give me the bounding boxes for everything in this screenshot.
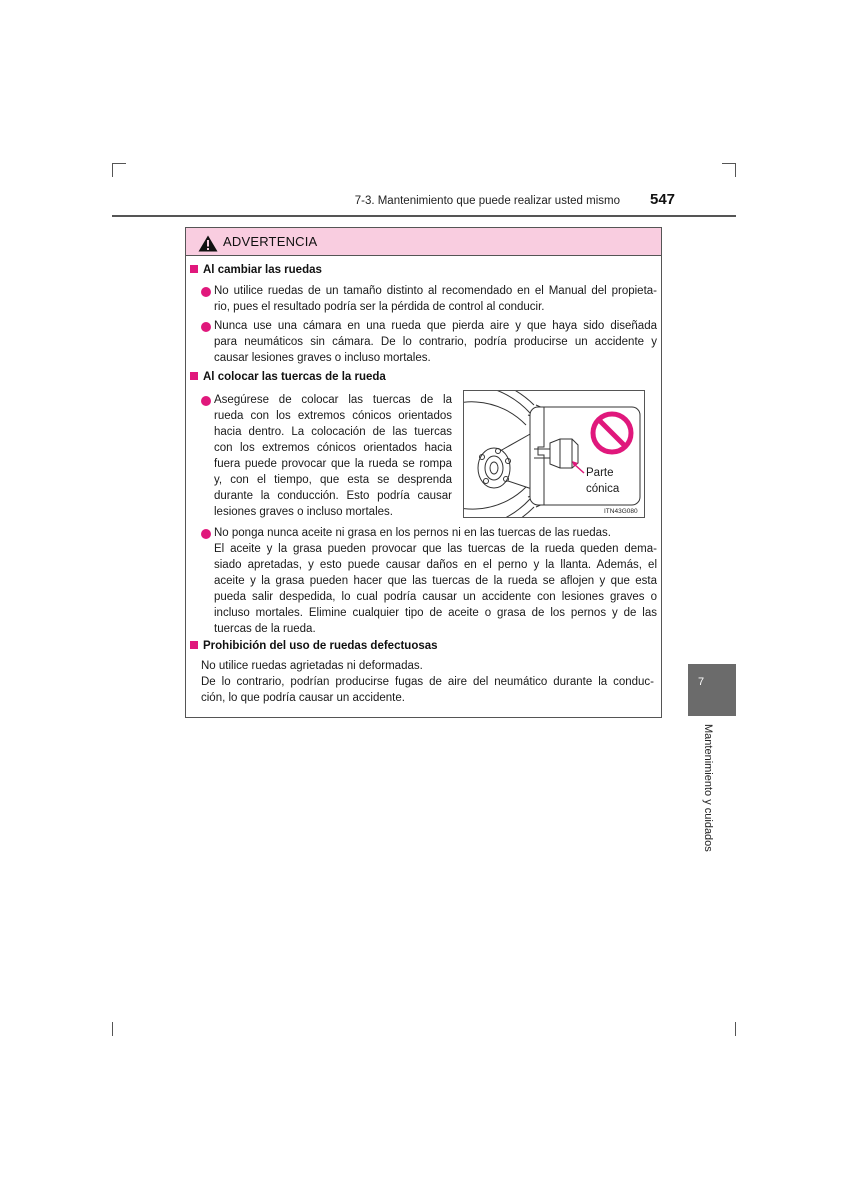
section-heading-text: Al colocar las tuercas de la rueda — [203, 371, 386, 383]
crop-mark-top-left-h — [112, 163, 126, 164]
section-heading-text: Prohibición del uso de ruedas defectuosas — [203, 640, 438, 652]
text-line: rueda con los extremos cónicos orientados — [214, 410, 452, 422]
bullet-paragraph — [214, 318, 657, 366]
bullet-icon — [201, 529, 211, 539]
wheel-nut-drawing — [464, 391, 645, 518]
text-line: tuercas de la rueda. — [214, 623, 316, 635]
text-line: pueda salir despedida, lo cual podría causar un accidente con lesiones graves o — [214, 591, 657, 603]
header-divider — [112, 215, 736, 217]
text-line: y, con el tiempo, que esta se desprenda — [214, 474, 452, 486]
text-line: El aceite y la grasa pueden provocar que las tuercas de la rueda queden dema- — [214, 543, 657, 555]
crop-mark-bottom-left — [112, 1022, 113, 1036]
text-line: siado apretadas, y esto puede causar daños en el perno y la llanta. Además, el — [214, 559, 657, 571]
figure-label-line1: Parte — [586, 467, 614, 479]
wheel-nut-illustration — [463, 390, 645, 518]
bullet-icon — [201, 396, 211, 406]
section-heading-text: Al cambiar las ruedas — [203, 264, 322, 276]
text-line: No utilice ruedas agrietadas ni deformadas. — [201, 660, 423, 672]
bullet-paragraph — [214, 525, 657, 637]
section-heading — [190, 371, 386, 383]
square-bullet-icon — [190, 265, 198, 273]
text-line: hacia dentro. La colocación de las tuercas — [214, 426, 452, 438]
bullet-icon — [201, 322, 211, 332]
bullet-paragraph — [214, 392, 452, 520]
bullet-icon — [201, 287, 211, 297]
figure-code: ITN43G080 — [604, 508, 638, 515]
square-bullet-icon — [190, 372, 198, 380]
text-line: fuera puede provocar que la rueda se rompa — [214, 458, 452, 470]
crop-mark-top-right-v — [735, 163, 736, 177]
section-paragraph — [201, 658, 654, 706]
warning-triangle-icon — [198, 235, 218, 252]
warning-title: ADVERTENCIA — [223, 234, 318, 249]
text-line: lesiones graves o incluso mortales. — [214, 506, 393, 518]
text-line: rio, pues el resultado podría ser la pérdida de control al conducir. — [214, 301, 545, 313]
section-heading — [190, 640, 438, 652]
crop-mark-top-right-h — [722, 163, 736, 164]
section-header-title: 7-3. Mantenimiento que puede realizar usted mismo — [354, 195, 620, 207]
text-line: incluso mortales. Elimine cualquier tipo de aceite o grasa de los pernos y de las — [214, 607, 657, 619]
chapter-tab — [688, 664, 736, 716]
text-line: Asegúrese de colocar las tuercas de la — [214, 394, 452, 406]
page-number: 547 — [650, 191, 676, 208]
bullet-paragraph — [214, 283, 657, 315]
chapter-title: Mantenimiento y cuidados — [702, 724, 714, 852]
text-line: con los extremos cónicos orientados hacia — [214, 442, 452, 454]
section-heading — [190, 264, 322, 276]
chapter-title-vertical — [702, 724, 716, 864]
warning-header — [186, 228, 661, 256]
text-line: para neumáticos sin cámara. De lo contrario, podría producirse un accidente y — [214, 336, 657, 348]
text-line: No utilice ruedas de un tamaño distinto al recomendado en el Manual del propieta- — [214, 285, 657, 297]
square-bullet-icon — [190, 641, 198, 649]
crop-mark-bottom-right — [735, 1022, 736, 1036]
text-line: ción, lo que podría causar un accidente. — [201, 692, 405, 704]
text-line: causar lesiones graves o incluso mortales. — [214, 352, 431, 364]
text-line: aceite y la grasa pueden hacer que las tuercas de la rueda se aflojen y que esta — [214, 575, 657, 587]
text-line: De lo contrario, podrían producirse fugas de aire del neumático durante la conduc- — [201, 676, 654, 688]
text-line: No ponga nunca aceite ni grasa en los pernos ni en las tuercas de las ruedas. — [214, 527, 612, 539]
chapter-number: 7 — [698, 676, 705, 688]
text-line: Nunca use una cámara en una rueda que pierda aire y que haya sido diseñada — [214, 320, 657, 332]
figure-label-line2: cónica — [586, 483, 620, 495]
crop-mark-top-left-v — [112, 163, 113, 177]
text-line: durante la conducción. Esto podría causar — [214, 490, 452, 502]
